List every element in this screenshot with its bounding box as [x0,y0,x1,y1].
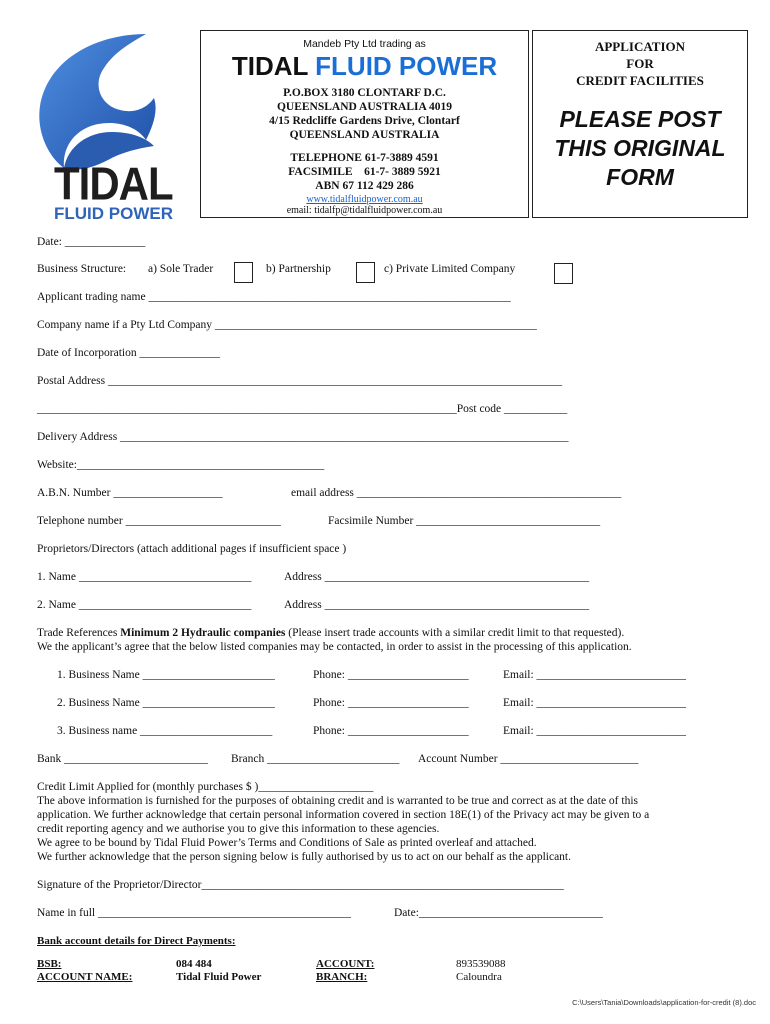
partnership-label: b) Partnership [266,263,331,275]
company-address-line: P.O.BOX 3180 CLONTARF D.C. [283,87,446,99]
bank-field[interactable]: Bank _________________________ [37,753,208,765]
trade-references-intro [37,627,624,639]
post-original-line2: THIS ORIGINAL [554,135,726,161]
abn-field[interactable]: A.B.N. Number ___________________ [37,487,223,499]
declaration-text: application. We further acknowledge that certain personal information covered in section 18E(1) of the Privacy act may be given to a [37,809,650,821]
company-info-box [200,30,529,218]
post-original-line3: FORM [606,164,674,190]
account-name-label: ACCOUNT NAME: [37,971,133,983]
company-address-line: QUEENSLAND AUSTRALIA [289,129,440,141]
declaration-text: The above information is furnished for the purposes of obtaining credit and is warranted to be true and correct as at the date of this [37,795,638,807]
postal-address-line2-field[interactable]: _________________________________________________________________________Post code ___________ [37,403,568,415]
company-address-line: QUEENSLAND AUSTRALIA 4019 [276,101,453,113]
sole-trader-checkbox[interactable] [234,262,253,283]
email-address-field[interactable]: email address ______________________________________________ [291,487,622,499]
name-in-full-field[interactable]: Name in full ____________________________________________ [37,907,351,919]
application-title: APPLICATION [594,39,686,54]
trade-references-instruction: (Please insert trade accounts with a similar credit limit to that requested). [285,627,625,639]
file-path-footer: C:\Users\Tania\Downloads\application-for-credit (8).doc [572,998,756,1007]
business-structure-label: Business Structure: [37,263,127,275]
trading-name-field[interactable]: Applicant trading name _______________________________________________________________ [37,291,511,303]
company-name-field[interactable]: Company name if a Pty Ltd Company ________________________________________________________ [37,319,537,331]
application-box [532,30,748,218]
account-number-field[interactable]: Account Number ________________________ [418,753,639,765]
wave-logo-icon [28,28,190,178]
credit-limit-field[interactable]: Credit Limit Applied for (monthly purchases $ )____________________ [37,781,374,793]
company-abn: ABN 67 112 429 286 [315,180,414,192]
website-field[interactable]: Website:___________________________________________ [37,459,325,471]
logo-word-tidal: TIDAL [54,157,173,210]
postal-address-field[interactable]: Postal Address _______________________________________________________________________________ [37,375,563,387]
telephone-field[interactable]: Telephone number ___________________________ [37,515,281,527]
account-label: ACCOUNT: [316,958,375,970]
director2-address-field[interactable]: Address ______________________________________________ [284,599,590,611]
company-facsimile: FACSIMILE 61-7- 3889 5921 [288,166,441,178]
bsb-value: 084 484 [176,958,212,970]
company-email: email: tidalfp@tidalfluidpower.com.au [286,205,443,216]
director2-name-field[interactable]: 2. Name ______________________________ [37,599,252,611]
reference3-email-field[interactable]: Email: __________________________ [503,725,687,737]
reference2-business-name-field[interactable]: 2. Business Name _______________________ [57,697,275,709]
branch-field[interactable]: Branch _______________________ [231,753,400,765]
application-credit-facilities: CREDIT FACILITIES [576,73,704,88]
bsb-label: BSB: [37,958,62,970]
reference1-email-field[interactable]: Email: __________________________ [503,669,687,681]
signature-date-field[interactable]: Date:________________________________ [394,907,603,919]
branch-value: Caloundra [456,971,502,983]
company-name-tidal: TIDAL [231,51,308,81]
incorporation-date-field[interactable]: Date of Incorporation ______________ [37,347,221,359]
trade-references-agreement: We the applicant’s agree that the below listed companies may be contacted, in order to assist in the processing of this application. [37,641,632,653]
partnership-checkbox[interactable] [356,262,375,283]
branch-label: BRANCH: [316,971,368,983]
post-original-line1: PLEASE POST [559,106,721,132]
trade-references-label: Trade References [37,627,121,639]
reference3-business-name-field[interactable]: 3. Business name _______________________ [57,725,273,737]
reference1-business-name-field[interactable]: 1. Business Name _______________________ [57,669,275,681]
declaration-text: We agree to be bound by Tidal Fluid Power’s Terms and Conditions of Sale as printed overleaf and attached. [37,837,537,849]
account-name-value: Tidal Fluid Power [176,971,262,983]
reference2-email-field[interactable]: Email: __________________________ [503,697,687,709]
declaration-text: credit reporting agency and we authorise you to give this information to these agencies. [37,823,440,835]
signature-field[interactable]: Signature of the Proprietor/Director_______________________________________________________________ [37,879,564,891]
delivery-address-field[interactable]: Delivery Address ______________________________________________________________________________ [37,431,569,443]
company-address-line: 4/15 Redcliffe Gardens Drive, Clontarf [269,115,460,127]
reference3-phone-field[interactable]: Phone: _____________________ [313,725,469,737]
application-for: FOR [626,56,654,71]
facsimile-field[interactable]: Facsimile Number ________________________________ [328,515,601,527]
logo-word-fluid-power: FLUID POWER [54,204,173,223]
sole-trader-label: a) Sole Trader [148,263,214,275]
declaration-text: We further acknowledge that the person signing below is fully authorised by us to act on our behalf as the applicant. [37,851,571,863]
company-name-fluid-power: FLUID POWER [315,51,498,81]
website-link-text[interactable]: www.tidalfluidpower.com.au [306,194,423,205]
director1-name-field[interactable]: 1. Name ______________________________ [37,571,252,583]
director1-address-field[interactable]: Address ______________________________________________ [284,571,590,583]
date-field[interactable]: Date: ______________ [37,236,146,248]
private-company-checkbox[interactable] [554,263,573,284]
company-logo [28,28,190,224]
reference1-phone-field[interactable]: Phone: _____________________ [313,669,469,681]
private-company-label: c) Private Limited Company [384,263,516,275]
trading-as-text: Mandeb Pty Ltd trading as [303,38,426,50]
account-value: 893539088 [456,958,506,970]
trade-references-minimum: Minimum 2 Hydraulic companies [120,627,286,639]
proprietors-heading: Proprietors/Directors (attach additional pages if insufficient space ) [37,543,347,555]
reference2-phone-field[interactable]: Phone: _____________________ [313,697,469,709]
company-name [201,51,528,82]
company-telephone: TELEPHONE 61-7-3889 4591 [290,152,439,164]
company-website-link[interactable] [201,194,528,205]
direct-payments-heading: Bank account details for Direct Payments: [37,935,236,947]
